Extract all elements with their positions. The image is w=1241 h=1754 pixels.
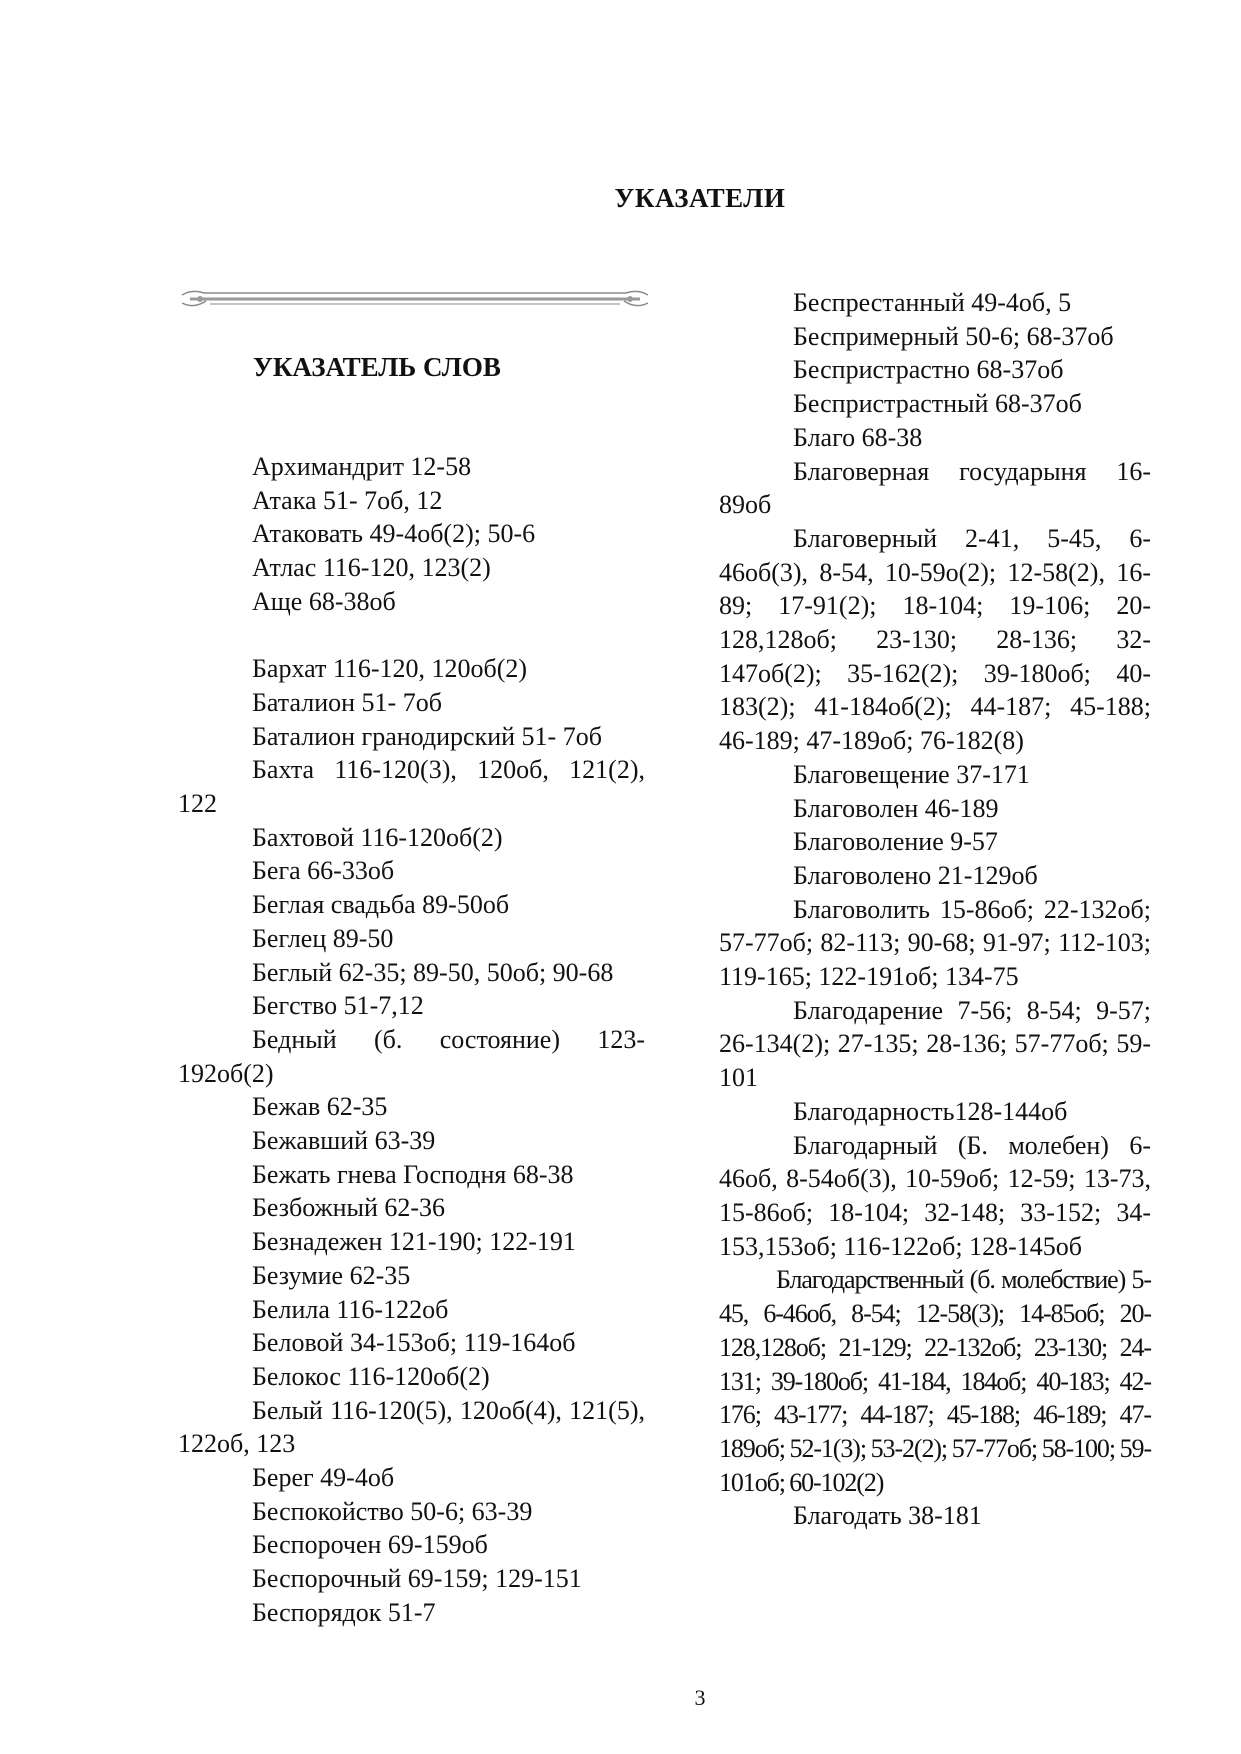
index-entry: Благодать 38-181 <box>793 1501 982 1531</box>
index-entry: Бега 66-33об <box>252 856 395 886</box>
index-entry: Аще 68-38об <box>252 586 396 616</box>
index-entry: Баталион гранодирский 51- 7об <box>252 721 602 751</box>
index-entry: Безнадежен 121-190; 122-191 <box>252 1227 576 1257</box>
index-entry: Атака 51- 7об, 12 <box>252 485 443 515</box>
index-entry: Благоволение 9-57 <box>793 827 998 857</box>
index-entry: Беспристрастный 68-37об <box>793 389 1082 419</box>
index-entry: Благоволено 21-129об <box>793 860 1038 890</box>
index-entry: Бежать гнева Господня 68-38 <box>252 1159 574 1189</box>
right-index-column <box>719 286 1151 1533</box>
page-title: УКАЗАТЕЛИ <box>614 183 786 213</box>
index-entry: Благо 68-38 <box>793 422 923 452</box>
index-entry: Беглая свадьба 89-50об <box>252 890 510 920</box>
page-number: 3 <box>694 1685 706 1710</box>
index-entry: Благодарение 7-56; 8-54; 9-57; 26-134(2); 27-135; 28-136; 57-77об; 59-101 <box>719 995 1151 1093</box>
index-entry: Безумие 62-35 <box>252 1260 411 1290</box>
index-entry: Бежавший 63-39 <box>252 1126 436 1156</box>
index-entry: Беспристрастно 68-37об <box>793 355 1064 385</box>
index-entry: Берег 49-4об <box>252 1463 395 1493</box>
index-entry: Беспокойство 50-6; 63-39 <box>252 1496 533 1526</box>
index-entry: Благодарственный (б. молебствие) 5-45, 6-46об, 8-54; 12-58(3); 14-85об; 20-128,128об; 21-129; 22-132об; 23-130; 24-131; 39-180об; 41-184, 184об; 40-183; 42-176; 43-177; 44-187; 45-188; 46-189; 47-189об; 52-1(3); 53-2(2); 57-77об; 58-100; 59-101об; 60-102(2) <box>719 1265 1151 1497</box>
index-entry: Бедный (б. состояние) 123-192об(2) <box>178 1024 645 1088</box>
index-entry: Баталион 51- 7об <box>252 687 442 717</box>
index-entry: Беглый 62-35; 89-50, 50об; 90-68 <box>252 957 614 987</box>
index-entry: Беспрестанный 49-4об, 5 <box>793 288 1072 317</box>
index-entry: Бегство 51-7,12 <box>252 991 424 1021</box>
index-entry: Бархат 116-120, 120об(2) <box>252 654 528 684</box>
letter-group-gap <box>178 619 645 653</box>
index-entry: Бежав 62-35 <box>252 1092 388 1122</box>
index-entry: Благоволить 15-86об; 22-132об; 57-77об; 82-113; 90-68; 91-97; 112-103; 119-165; 122-191об; 134-75 <box>719 894 1151 992</box>
index-entry: Благодарность128-144об <box>793 1096 1068 1126</box>
index-entry: Беспримерный 50-6; 68-37об <box>793 321 1114 351</box>
index-entry: Беспорядок 51-7 <box>252 1597 436 1627</box>
index-entry: Благоверная государыня 16-89об <box>719 456 1151 520</box>
index-entry: Безбожный 62-36 <box>252 1193 446 1223</box>
index-entry: Благодарный (Б. молебен) 6-46об, 8-54об(3), 10-59об; 12-59; 13-73, 15-86об; 18-104; 32-148; 33-152; 34-153,153об; 116-122об; 128-145об <box>719 1130 1151 1261</box>
index-entry: Беспорочен 69-159об <box>252 1530 488 1560</box>
index-entry: Бахта 116-120(3), 120об, 121(2), 122 <box>178 755 645 819</box>
index-entry: Атлас 116-120, 123(2) <box>252 553 491 583</box>
index-entry: Белила 116-122об <box>252 1294 449 1324</box>
index-entry: Белокос 116-120об(2) <box>252 1361 490 1391</box>
left-index-column <box>178 450 645 1630</box>
index-entry: Благовещение 37-171 <box>793 759 1030 789</box>
index-entry: Беглец 89-50 <box>252 923 394 953</box>
index-entry: Благоверный 2-41, 5-45, 6-46об(3), 8-54, 10-59о(2); 12-58(2), 16-89; 17-91(2); 18-104; 19-106; 20-128,128об; 23-130; 28-136; 32-147об(2); 35-162(2); 39-180об; 40-183(2); 41-184об(2); 44-187; 45-188; 46-189; 47-189об; 76-182(8) <box>719 523 1151 756</box>
index-entry: Беловой 34-153об; 119-164об <box>252 1328 576 1358</box>
index-entry: Архимандрит 12-58 <box>252 452 472 481</box>
index-entry: Беспорочный 69-159; 129-151 <box>252 1564 582 1594</box>
index-entry: Благоволен 46-189 <box>793 793 999 823</box>
index-entry: Бахтовой 116-120об(2) <box>252 822 503 852</box>
index-entry: Белый 116-120(5), 120об(4), 121(5), 122об, 123 <box>178 1395 645 1459</box>
ornamental-divider <box>180 287 650 311</box>
section-title: УКАЗАТЕЛЬ СЛОВ <box>253 352 501 382</box>
index-entry: Атаковать 49-4об(2); 50-6 <box>252 519 536 549</box>
